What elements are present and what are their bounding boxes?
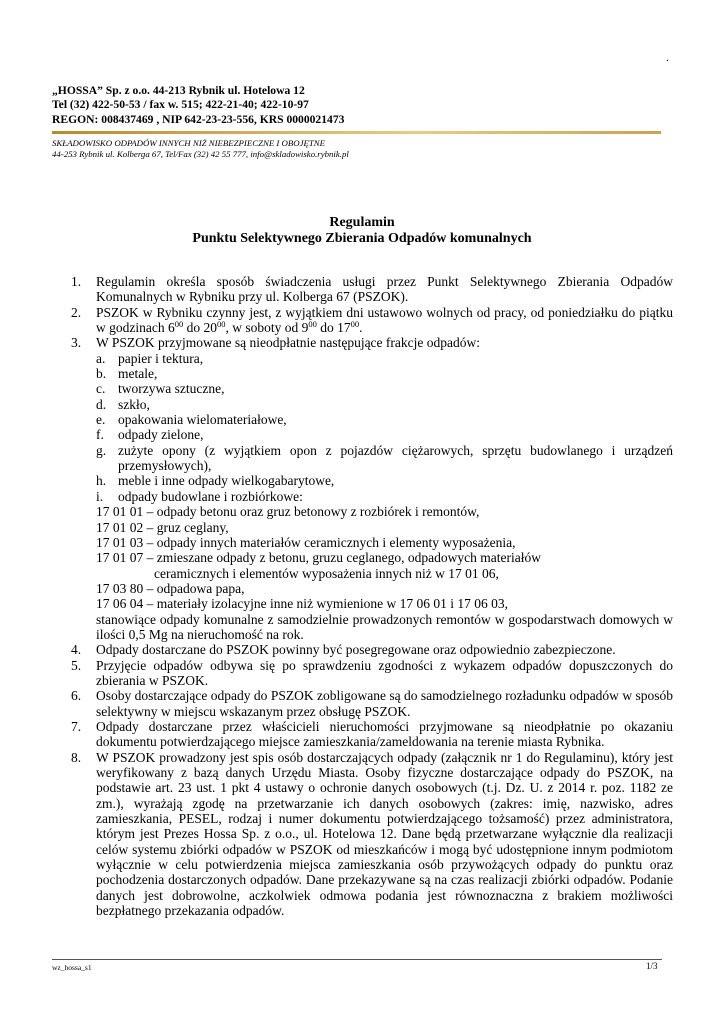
- list-item: [71, 305, 673, 336]
- fraction-item: h. meble i inne odpady wielkogabarytowe,: [96, 473, 335, 489]
- footer-document-id: wz_hossa_s1: [52, 963, 92, 972]
- list-item: [71, 658, 673, 689]
- landfill-header: [52, 138, 349, 160]
- waste-code: 17 06 04 – materiały izolacyjne inne niż wymienione w 17 06 01 i 17 06 03,: [96, 596, 509, 612]
- fraction-item: d. szkło,: [96, 396, 150, 412]
- waste-code: 17 01 07 – zmieszane odpady z betonu, gruzu ceglanego, odpadowych materiałów: [96, 550, 541, 566]
- list-item: [71, 750, 673, 919]
- document-title: [0, 215, 724, 247]
- fraction-item: e. opakowania wielomateriałowe,: [96, 412, 287, 428]
- list-item: [71, 335, 673, 642]
- item-text: Osoby dostarczające odpady do PSZOK zobligowane są do samodzielnego rozładunku odpadów w sposób selektywny w miejscu wskazanym przez obsługę PSZOK.: [96, 688, 673, 719]
- corner-mark: .: [666, 52, 669, 64]
- item-text: W PSZOK przyjmowane są nieodpłatnie następujące frakcje odpadów:: [96, 335, 481, 351]
- waste-code-continuation: ceramicznych i elementów wyposażenia innych niż w 17 01 06,: [154, 565, 499, 581]
- item-number: 1.: [71, 274, 82, 289]
- list-item: [71, 688, 673, 719]
- item-number: 3.: [71, 335, 82, 351]
- item-text: Przyjęcie odpadów odbywa się po sprawdzeniu zgodności z wykazem odpadów dopuszczonych do zbierania w PSZOK.: [96, 657, 673, 688]
- item-number: 2.: [71, 304, 82, 320]
- footer-page-number: 1/3: [646, 961, 658, 971]
- item-text: Odpady dostarczane do PSZOK powinny być posegregowane oraz odpowiednio zabezpieczone.: [96, 642, 616, 658]
- title-line-1: Regulamin: [329, 215, 395, 230]
- item-number: 5.: [71, 657, 82, 673]
- fraction-closing-note: stanowiące odpady komunalne z samodzielnie prowadzonych remontów w gospodarstwach domowych w ilości 0,5 Mg na nieruchomość na rok.: [96, 611, 673, 642]
- landfill-address: 44-253 Rybnik ul. Kolberga 67, Tel/Fax (32) 42 55 777, info@skladowisko.rybnik.pl: [52, 149, 349, 159]
- company-header: [52, 84, 344, 127]
- waste-code: 17 03 80 – odpadowa papa,: [96, 580, 245, 596]
- regulation-body: [71, 274, 673, 918]
- item-text: Odpady dostarczane przez właścicieli nieruchomości przyjmowane są nieodpłatnie po okazaniu dokumentu potwierdzającego miejsce zamieszkania/zameldowania na terenie miasta Rybnika.: [96, 718, 673, 750]
- list-item: [71, 274, 673, 305]
- fraction-item: i. odpady budowlane i rozbiórkowe:: [96, 488, 303, 504]
- fraction-item: b. metale,: [96, 366, 158, 382]
- list-item: [71, 642, 673, 657]
- waste-code: 17 01 01 – odpady betonu oraz gruz betonowy z rozbiórek i remontów,: [96, 504, 480, 520]
- item-text: Regulamin określa sposób świadczenia usługi przez Punkt Selektywnego Zbierania Odpadów Komunalnych w Rybniku przy ul. Kolberga 67 (PSZOK).: [96, 274, 673, 305]
- list-item: [71, 719, 673, 750]
- company-phones: Tel (32) 422-50-53 / fax w. 515; 422-21-40; 422-10-97: [52, 98, 309, 112]
- waste-code: 17 01 02 – gruz ceglany,: [96, 519, 229, 535]
- landfill-name: SKŁADOWISKO ODPADÓW INNYCH NIŻ NIEBEZPIECZNE I OBOJĘTNE: [52, 138, 326, 148]
- company-name-address: „HOSSA” Sp. z o.o. 44-213 Rybnik ul. Hotelowa 12: [52, 84, 305, 97]
- item-number: 6.: [71, 688, 82, 704]
- fraction-item: c. tworzywa sztuczne,: [96, 381, 225, 397]
- fraction-item: g. zużyte opony (z wyjątkiem opon z pojazdów ciężarowych, sprzętu budowlanego i urządzeń przemysłowych),: [96, 442, 673, 474]
- item-number: 4.: [71, 642, 82, 658]
- item-number: 7.: [71, 718, 82, 734]
- company-registry: REGON: 008437469 , NIP 642-23-23-556, KRS 0000021473: [52, 112, 345, 126]
- item-number: 8.: [71, 749, 82, 765]
- item-text: PSZOK w Rybniku czynny jest, z wyjątkiem dni ustawowo wolnych od pracy, od poniedziałku do piątku w godzinach $6^{00}$ do $20^{00}$, w soboty od $9^{00}$ do $17^{00}$.: [96, 304, 673, 336]
- fraction-item: f. odpady zielone,: [96, 427, 204, 443]
- fraction-item: a. papier i tektura,: [96, 350, 204, 366]
- item-text: W PSZOK prowadzony jest spis osób dostarczających odpady (załącznik nr 1 do Regulaminu), który jest weryfikowany z bazą danych Urzędu Miasta. Osoby fizyczne dostarczające odpady do PSZOK, na podstawie art. 23 ust. 1 pkt 4 ustawy o ochronie danych osobowych (t.j. Dz. U. z 2014 r. poz. 1182 ze zm.), wyrażają zgodę na przetwarzanie ich danych osobowych (zakres: imię, nazwisko, adres zamieszkania, PESEL, rodzaj i numer dokumentu potwierdzającego tożsamość) przez administratora, którym jest Prezes Hossa Sp. z o.o., ul. Hotelowa 12. Dane będą przetwarzane wyłącznie dla realizacji celów systemu zbiórki odpadów w PSZOK od mieszkańców i mogą być udostępnione innym podmiotom wyłącznie w celu potwierdzenia miejsca zamieszkania osób przywożących odpady do punktu oraz pochodzenia dostarczonych odpadów. Dane przekazywane są na czas realizacji zbiórki odpadów. Podanie danych jest dobrowolne, aczkolwiek odmowa podania jest równoznaczna z brakiem możliwości bezpłatnego przekazania odpadów.: [96, 749, 673, 919]
- header-divider: [52, 131, 661, 134]
- waste-code: 17 01 03 – odpady innych materiałów ceramicznych i elementy wyposażenia,: [96, 534, 516, 550]
- title-line-2: Punktu Selektywnego Zbierania Odpadów komunalnych: [192, 231, 532, 246]
- footer-divider: [52, 959, 662, 960]
